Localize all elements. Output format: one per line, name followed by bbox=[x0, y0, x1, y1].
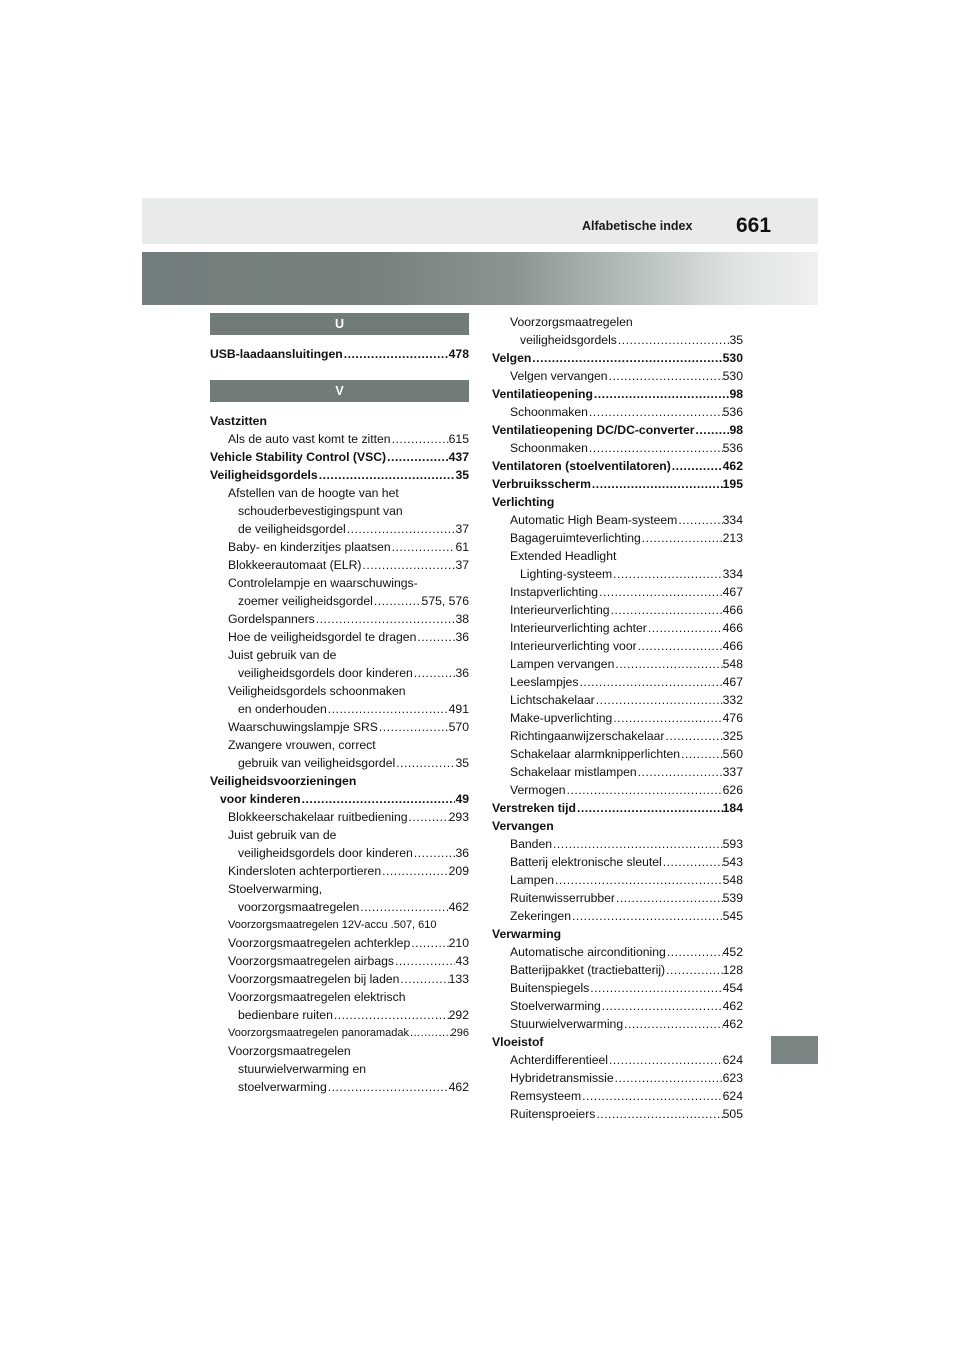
index-entry: Remsysteem ..... 624 bbox=[492, 1087, 743, 1105]
index-entry: Waarschuwingslampje SRS ..... 570 bbox=[210, 718, 469, 736]
index-entry: Banden ..... 593 bbox=[492, 835, 743, 853]
index-entry: Verstreken tijd ..... 184 bbox=[492, 799, 743, 817]
index-entry: veiligheidsgordels door kinderen ..... 36 bbox=[210, 664, 469, 682]
section-header-u: U bbox=[210, 313, 469, 335]
index-entry: Buitenspiegels ..... 454 bbox=[492, 979, 743, 997]
index-entry: Zwangere vrouwen, correct bbox=[228, 738, 376, 752]
index-entry: bedienbare ruiten ..... 292 bbox=[210, 1006, 469, 1024]
index-entry: Stuurwielverwarming ..... 462 bbox=[492, 1015, 743, 1033]
index-entry: Achterdifferentieel ..... 624 bbox=[492, 1051, 743, 1069]
index-entry: stoelverwarming ..... 462 bbox=[210, 1078, 469, 1096]
index-entry: Gordelspanners ..... 38 bbox=[210, 610, 469, 628]
index-entry: Verbruiksscherm ..... 195 bbox=[492, 475, 743, 493]
index-entry: Zekeringen ..... 545 bbox=[492, 907, 743, 925]
index-entry: Ventilatieopening ..... 98 bbox=[492, 385, 743, 403]
decorative-gradient-banner bbox=[142, 252, 818, 305]
index-entry: schouderbevestigingspunt van bbox=[238, 504, 403, 518]
index-entry: Schoonmaken ..... 536 bbox=[492, 403, 743, 421]
index-entry: Voorzorgsmaatregelen bbox=[228, 1044, 351, 1058]
index-entry: Hybridetransmissie ..... 623 bbox=[492, 1069, 743, 1087]
index-entry: Blokkeerschakelaar ruitbediening ..... 293 bbox=[210, 808, 469, 826]
index-entry: Extended Headlight bbox=[510, 549, 617, 563]
index-entry: Voorzorgsmaatregelen airbags ..... 43 bbox=[210, 952, 469, 970]
index-entry: Verlichting bbox=[492, 495, 555, 509]
index-entry: Vehicle Stability Control (VSC) ..... 437 bbox=[210, 448, 469, 466]
index-entry: Ventilatoren (stoelventilatoren) ..... 462 bbox=[492, 457, 743, 475]
index-entry: Lampen vervangen ..... 548 bbox=[492, 655, 743, 673]
index-entry: Vermogen ..... 626 bbox=[492, 781, 743, 799]
index-entry: Automatische airconditioning ..... 452 bbox=[492, 943, 743, 961]
index-entry: Voorzorgsmaatregelen achterklep ..... 210 bbox=[210, 934, 469, 952]
index-entry: Lichtschakelaar ..... 332 bbox=[492, 691, 743, 709]
index-entry: voor kinderen ..... 49 bbox=[210, 790, 469, 808]
index-entry: USB-laadaansluitingen ..... 478 bbox=[210, 345, 469, 363]
index-entry: veiligheidsgordels door kinderen ..... 36 bbox=[210, 844, 469, 862]
index-entry: Automatic High Beam-systeem ..... 334 bbox=[492, 511, 743, 529]
index-entry: Leeslampjes ..... 467 bbox=[492, 673, 743, 691]
index-entry: Baby- en kinderzitjes plaatsen ..... 61 bbox=[210, 538, 469, 556]
index-entry: stuurwielverwarming en bbox=[238, 1062, 367, 1076]
index-entry: Juist gebruik van de bbox=[228, 828, 337, 842]
index-entry: Verwarming bbox=[492, 927, 562, 941]
index-entry: Hoe de veiligheidsgordel te dragen ..... 36 bbox=[210, 628, 469, 646]
index-entry: Controlelampje en waarschuwings- bbox=[228, 576, 418, 590]
index-entry: Batterij elektronische sleutel ..... 543 bbox=[492, 853, 743, 871]
index-entry: de veiligheidsgordel ..... 37 bbox=[210, 520, 469, 538]
index-entry: Kindersloten achterportieren ..... 209 bbox=[210, 862, 469, 880]
index-entry: gebruik van veiligheidsgordel ..... 35 bbox=[210, 754, 469, 772]
index-entry: Richtingaanwijzerschakelaar ..... 325 bbox=[492, 727, 743, 745]
section-header-v: V bbox=[210, 380, 469, 402]
index-entry: Afstellen van de hoogte van het bbox=[228, 486, 399, 500]
index-entry: Lighting-systeem ..... 334 bbox=[492, 565, 743, 583]
index-entry: en onderhouden ..... 491 bbox=[210, 700, 469, 718]
page-number: 661 bbox=[736, 214, 772, 237]
index-entry: zoemer veiligheidsgordel ..... 575, 576 bbox=[210, 592, 469, 610]
index-entry: Voorzorgsmaatregelen bij laden ..... 133 bbox=[210, 970, 469, 988]
index-entry: Schakelaar mistlampen ..... 337 bbox=[492, 763, 743, 781]
index-column-right bbox=[492, 313, 743, 1123]
index-entry: Voorzorgsmaatregelen elektrisch bbox=[228, 990, 406, 1004]
index-entry: Vervangen bbox=[492, 819, 554, 833]
index-entry: Instapverlichting ..... 467 bbox=[492, 583, 743, 601]
index-entry: Vastzitten bbox=[210, 414, 267, 428]
index-entry: Interieurverlichting voor ..... 466 bbox=[492, 637, 743, 655]
index-entry: Vloeistof bbox=[492, 1035, 544, 1049]
index-entry: voorzorgsmaatregelen ..... 462 bbox=[210, 898, 469, 916]
index-entry: Voorzorgsmaatregelen bbox=[510, 315, 633, 329]
index-entry: Schakelaar alarmknipperlichten ..... 560 bbox=[492, 745, 743, 763]
index-entry: Schoonmaken ..... 536 bbox=[492, 439, 743, 457]
index-entry: Ruitenwisserrubber ..... 539 bbox=[492, 889, 743, 907]
index-entry: Veiligheidsgordels schoonmaken bbox=[228, 684, 406, 698]
index-entry: Stoelverwarming, bbox=[228, 882, 323, 896]
page-header-title: Alfabetische index bbox=[582, 219, 693, 233]
index-entry: Ruitensproeiers ..... 505 bbox=[492, 1105, 743, 1123]
index-entry: Ventilatieopening DC/DC-converter ..... 98 bbox=[492, 421, 743, 439]
header-bar bbox=[142, 198, 818, 244]
chapter-thumb-tab bbox=[771, 1036, 818, 1064]
index-entry: Voorzorgsmaatregelen panoramadak ..... 296 bbox=[210, 1024, 469, 1042]
index-entry: Stoelverwarming ..... 462 bbox=[492, 997, 743, 1015]
index-column-left bbox=[210, 313, 469, 1096]
index-entry: Interieurverlichting ..... 466 bbox=[492, 601, 743, 619]
index-entry: veiligheidsgordels ..... 35 bbox=[492, 331, 743, 349]
index-entry: Als de auto vast komt te zitten ..... 615 bbox=[210, 430, 469, 448]
index-entry: Veiligheidsvoorzieningen bbox=[210, 774, 357, 788]
index-entry: Make-upverlichting ..... 476 bbox=[492, 709, 743, 727]
index-entry: Juist gebruik van de bbox=[228, 648, 337, 662]
index-entry: Velgen vervangen ..... 530 bbox=[492, 367, 743, 385]
index-entry: Veiligheidsgordels ..... 35 bbox=[210, 466, 469, 484]
index-entry: Velgen ..... 530 bbox=[492, 349, 743, 367]
index-entry: Blokkeerautomaat (ELR) ..... 37 bbox=[210, 556, 469, 574]
index-entry: Lampen ..... 548 bbox=[492, 871, 743, 889]
index-entry: Batterijpakket (tractiebatterij) ..... 128 bbox=[492, 961, 743, 979]
index-entry: Interieurverlichting achter ..... 466 bbox=[492, 619, 743, 637]
index-entry: Bagageruimteverlichting ..... 213 bbox=[492, 529, 743, 547]
index-entry: Voorzorgsmaatregelen 12V-accu .507, 610 bbox=[228, 919, 437, 931]
